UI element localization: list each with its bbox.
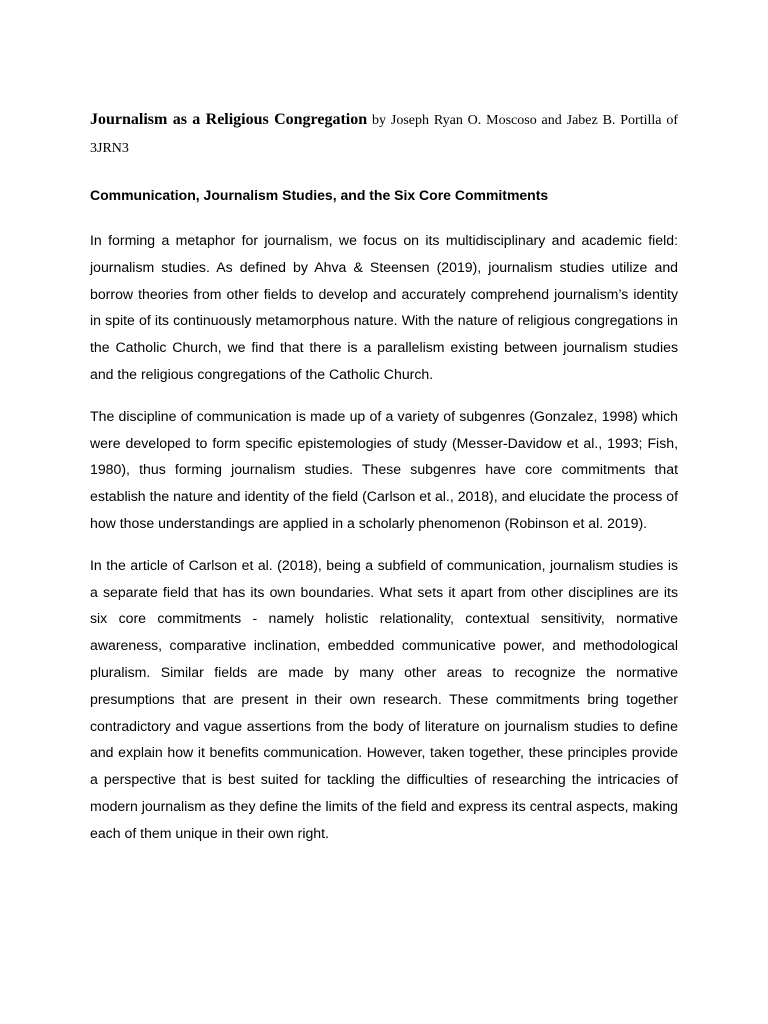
body-paragraph-2: The discipline of communication is made up of a variety of subgenres (Gonzalez, 1998) which were developed to form specific epistemologies of study (Messer-Davidow et al., 1993; Fish, 1980), thus forming journalism studies. These subgenres have core commitments that establish the nature and identity of the field (Carlson et al., 2018), and elucidate the process of how those understandings are applied in a scholarly phenomenon (Robinson et al. 2019). [90,407,678,531]
document-title-block [90,106,678,163]
document-byline: by Joseph Ryan O. Moscoso and Jabez B. Portilla of 3JRN3 [90,113,679,156]
body-paragraph-3: In the article of Carlson et al. (2018), being a subfield of communication, journalism studies is a separate field that has its own boundaries. What sets it apart from other disciplines are its six core commitments - namely holistic relationality, contextual sensitivity, normative awareness, comparative inclination, embedded communicative power, and methodological pluralism. Similar fields are made by many other areas to recognize the normative presumptions that are present in their own research. These commitments bring together contradictory and vague assertions from the body of literature on journalism studies to define and explain how it benefits communication. However, taken together, these principles provide a perspective that is best suited for tackling the difficulties of researching the intricacies of modern journalism as they define the limits of the field and express its central aspects, making each of them unique in their own right. [90,556,678,841]
document-title: Journalism as a Religious Congregation [90,111,368,128]
body-paragraph-1: In forming a metaphor for journalism, we focus on its multidisciplinary and academic field: journalism studies. As defined by Ahva & Steensen (2019), journalism studies utilize and borrow theories from other fields to develop and accurately comprehend journalism’s identity in spite of its continuously metamorphous nature. With the nature of religious congregations in the Catholic Church, we find that there is a parallelism existing between journalism studies and the religious congregations of the Catholic Church. [90,232,678,382]
document-page [90,106,678,847]
section-heading: Communication, Journalism Studies, and the Six Core Commitments [90,187,549,203]
